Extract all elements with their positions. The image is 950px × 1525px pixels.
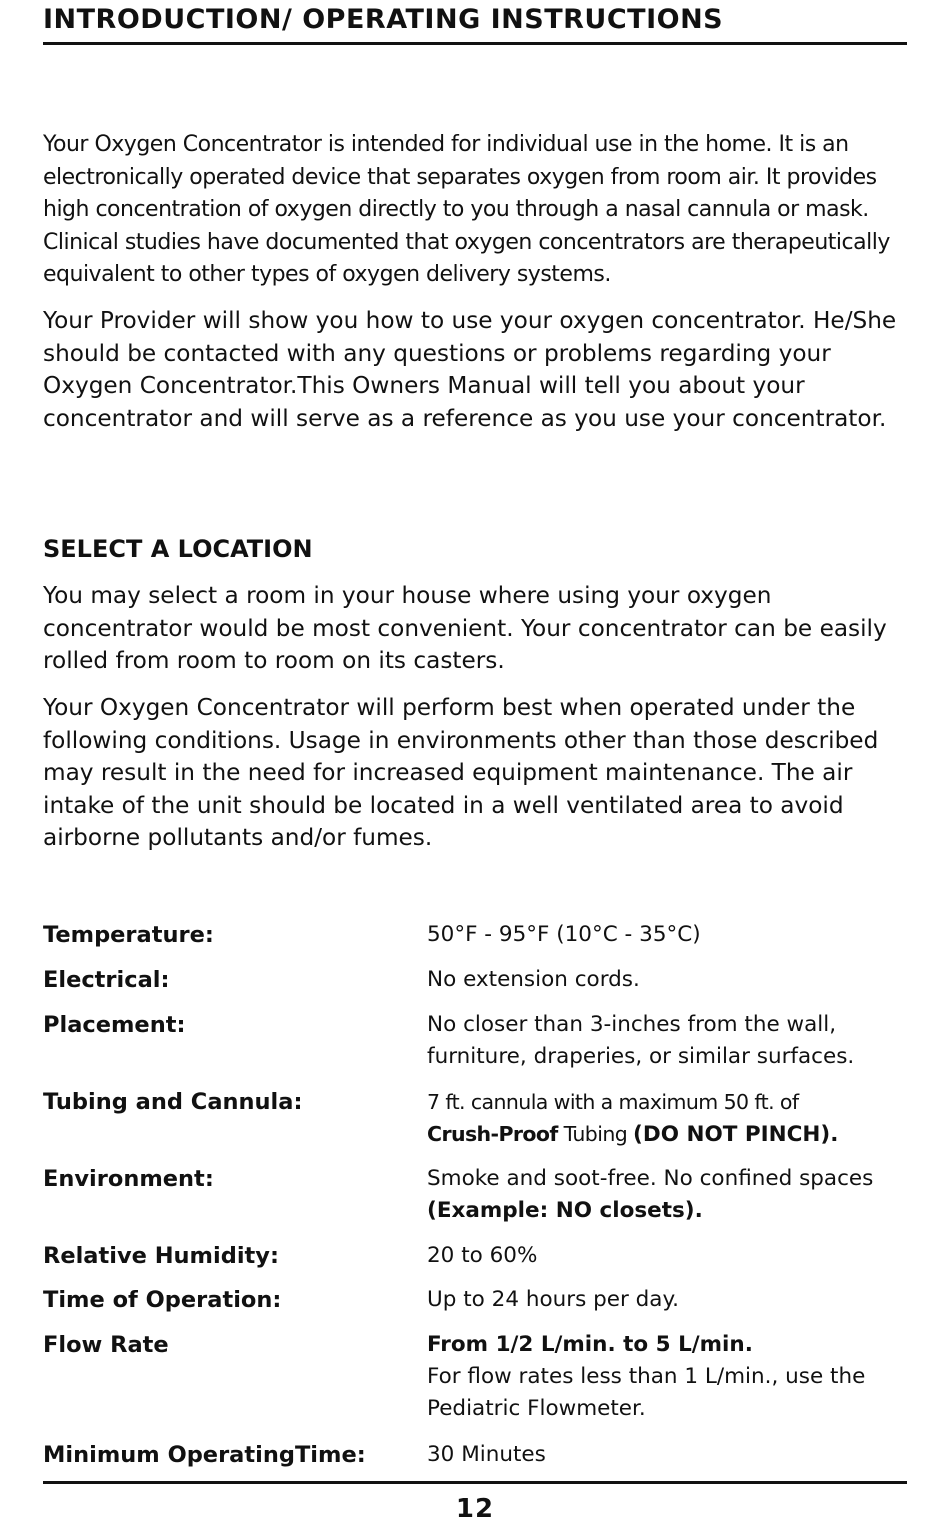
tubing-text: Tubing: [557, 1122, 634, 1146]
spec-value-environment: [427, 1163, 907, 1227]
spec-value-minimum-operating-time: 30 Minutes: [427, 1442, 546, 1467]
manual-page: [43, 0, 907, 1525]
location-paragraph-1: You may select a room in your house where using your oxygen concentrator would be most convenient. Your concentrator can be easily rolled from room to room on its casters.: [43, 582, 887, 674]
spec-label-humidity: Relative Humidity:: [43, 1243, 279, 1269]
spec-value-temperature: 50°F - 95°F (10°C - 35°C): [427, 922, 701, 947]
spec-value-placement-line-1: No closer than 3-inches from the wall,: [427, 1012, 837, 1037]
spec-label-tubing: Tubing and Cannula:: [43, 1089, 303, 1115]
spec-value-environment-line-1: Smoke and soot-free. No confined spaces: [427, 1166, 874, 1191]
page-header-title: INTRODUCTION/ OPERATING INSTRUCTIONS: [43, 4, 724, 35]
footer-rule: [43, 1481, 907, 1484]
spec-label-flow-rate: Flow Rate: [43, 1332, 169, 1358]
spec-label-temperature: Temperature:: [43, 922, 214, 948]
spec-value-flow-rate-line-1: From 1/2 L/min. to 5 L/min.: [427, 1332, 753, 1357]
spec-value-electrical: No extension cords.: [427, 967, 640, 992]
crush-proof-text: Crush-Proof: [427, 1122, 558, 1146]
spec-label-minimum-operating-time: Minimum OperatingTime:: [43, 1442, 366, 1468]
spec-value-placement: [427, 1009, 907, 1073]
spec-value-humidity: 20 to 60%: [427, 1243, 538, 1268]
spec-value-time-of-operation: Up to 24 hours per day.: [427, 1287, 679, 1312]
spec-value-flow-rate-line-3: Pediatric Flowmeter.: [427, 1396, 646, 1421]
spec-value-flow-rate-line-2: For flow rates less than 1 L/min., use the: [427, 1364, 866, 1389]
intro-paragraph-2: Your Provider will show you how to use your oxygen concentrator. He/She should be contacted with any questions or problems regarding your Oxygen Concentrator.This Owners Manual will tell you about your concentrator and will serve as a reference as you use your concentrator.: [43, 307, 897, 432]
spec-label-placement: Placement:: [43, 1012, 186, 1038]
spec-value-tubing-line-2: [427, 1118, 907, 1151]
spec-label-environment: Environment:: [43, 1166, 214, 1192]
location-paragraph-2: Your Oxygen Concentrator will perform best when operated under the following conditions. Usage in environments other than those described may result in the need for increased equipment maintenance. The air intake of the unit should be located in a well ventilated area to avoid airborne pollutants and/or fumes.: [43, 694, 879, 851]
intro-paragraph-1: Your Oxygen Concentrator is intended for individual use in the home. It is an electronically operated device that separates oxygen from room air. It provides high concentration of oxygen directly to you through a nasal cannula or mask. Clinical studies have documented that oxygen concentrators are therapeutically equivalent to other types of oxygen delivery systems.: [43, 132, 890, 287]
page-number: 12: [455, 1494, 495, 1524]
spec-value-flow-rate: [427, 1329, 907, 1425]
spec-value-environment-line-2: (Example: NO closets).: [427, 1198, 703, 1223]
section-heading-select-location: SELECT A LOCATION: [43, 535, 313, 563]
spec-label-time-of-operation: Time of Operation:: [43, 1287, 282, 1313]
spec-value-tubing-line-1: 7 ft. cannula with a maximum 50 ft. of: [427, 1090, 799, 1114]
spec-value-placement-line-2: furniture, draperies, or similar surfaces.: [427, 1044, 855, 1069]
do-not-pinch-text: (DO NOT PINCH).: [633, 1122, 839, 1147]
header-rule: [43, 42, 907, 45]
spec-label-electrical: Electrical:: [43, 967, 170, 993]
spec-value-tubing: [427, 1086, 907, 1151]
